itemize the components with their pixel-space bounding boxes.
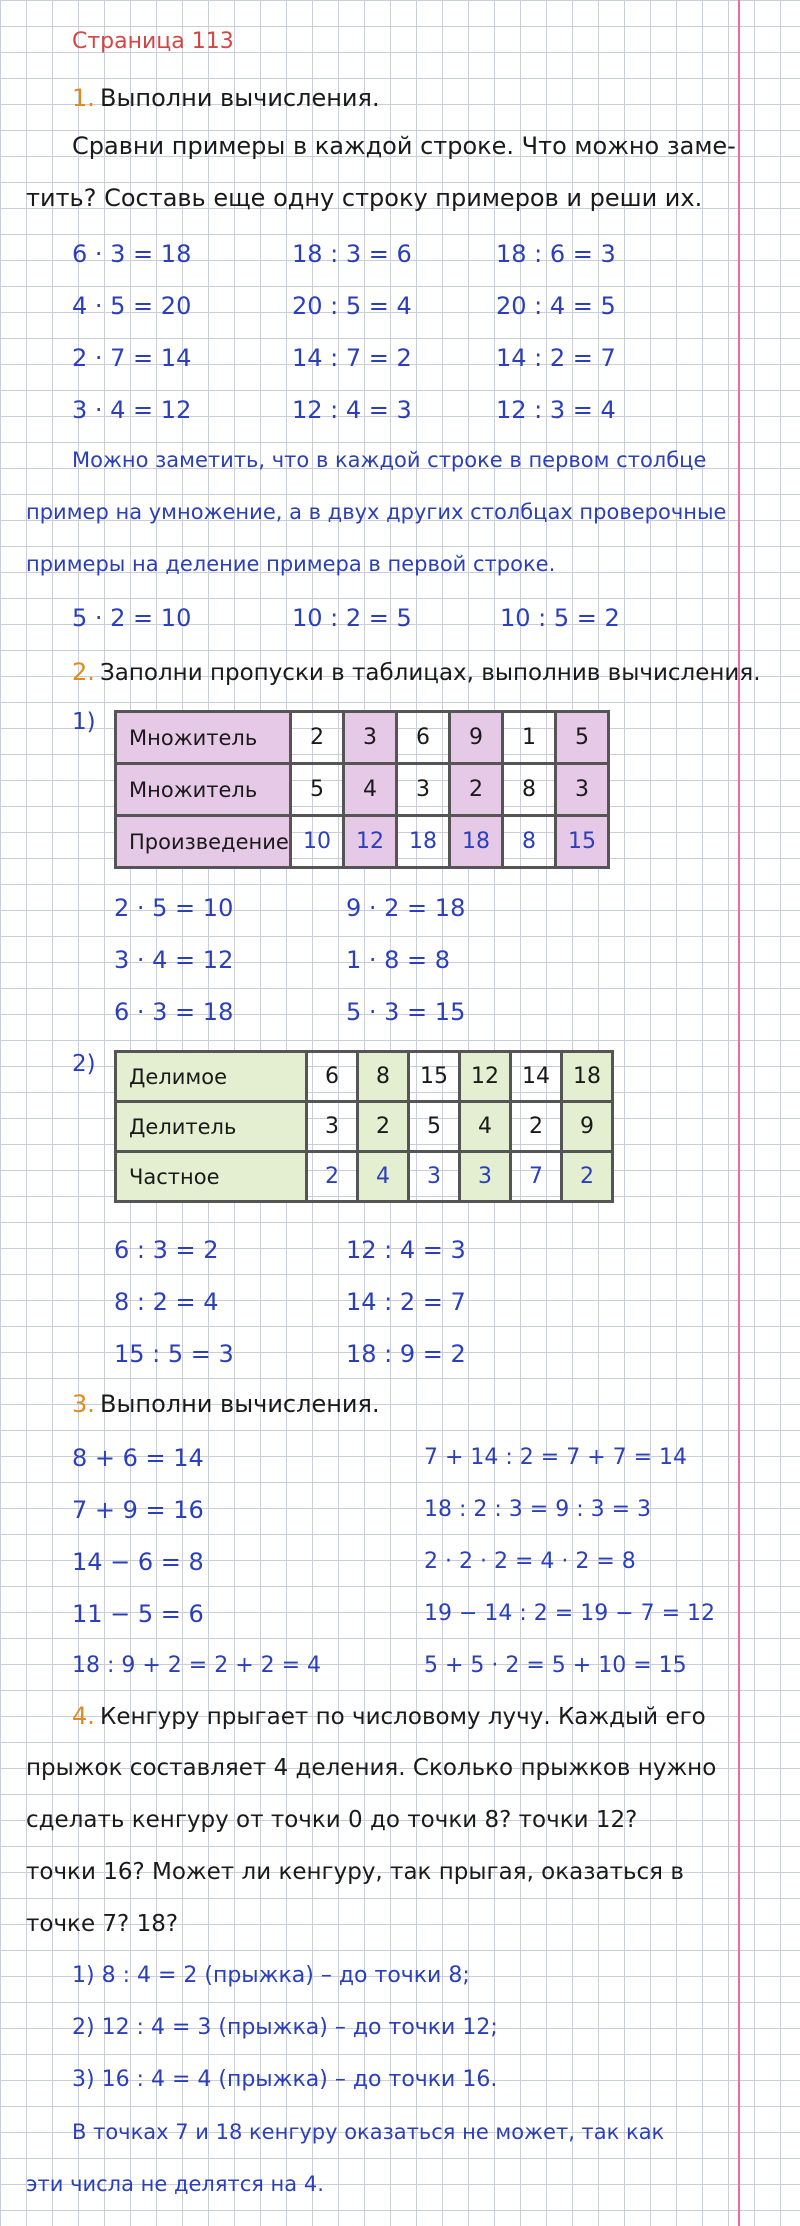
task1-row — [72, 338, 672, 378]
task4-conclusion-line2: эти числа не делятся на 4. — [26, 2172, 324, 2196]
table-cell: 15 — [409, 1052, 460, 1102]
task3-title: Выполни вычисления. — [100, 1390, 380, 1418]
row-label: Частное — [116, 1152, 307, 1202]
table-cell: 5 — [556, 712, 609, 764]
part1-label: 1) — [72, 709, 96, 735]
table-cell: 7 — [511, 1152, 562, 1202]
table-cell: 18 — [450, 816, 503, 868]
task1-extra-row — [72, 598, 672, 638]
task4-text-line5: точке 7? 18? — [26, 1911, 179, 1937]
equation: 18 : 3 = 6 — [292, 240, 412, 268]
task1-answer-line2: пример на умножение, а в двух других столбцах проверочные — [26, 500, 727, 524]
calc-row — [114, 992, 614, 1032]
equation: 1 · 8 = 8 — [346, 946, 451, 974]
table-cell: 10 — [291, 816, 344, 868]
equation: 2 · 7 = 14 — [72, 344, 192, 372]
task1-title: Выполни вычисления. — [100, 84, 380, 112]
task3-row — [72, 1490, 722, 1530]
task3-number: 3. — [72, 1390, 95, 1418]
equation: 2 · 2 · 2 = 4 · 2 = 8 — [424, 1549, 636, 1574]
table-cell: 3 — [307, 1102, 358, 1152]
equation: 15 : 5 = 3 — [114, 1340, 234, 1368]
equation: 5 · 2 = 10 — [72, 604, 192, 632]
row-label: Произведение — [116, 816, 291, 868]
equation: 14 : 2 = 7 — [496, 344, 616, 372]
task1-row — [72, 234, 672, 274]
task1-row — [72, 390, 672, 430]
task4-line1 — [72, 1698, 706, 1737]
equation: 5 · 3 = 15 — [346, 998, 466, 1026]
calc-row — [114, 1282, 614, 1322]
table-cell: 2 — [511, 1102, 562, 1152]
table-cell: 3 — [397, 764, 450, 816]
table-row — [116, 712, 609, 764]
task4-text-line2: прыжок составляет 4 деления. Сколько прыжков нужно — [26, 1755, 717, 1781]
task1-text-line2: тить? Составь еще одну строку примеров и реши их. — [26, 184, 703, 212]
row-label: Множитель — [116, 764, 291, 816]
page-title: Страница 113 — [72, 29, 234, 54]
task4-answer: 3) 16 : 4 = 4 (прыжка) – до точки 16. — [72, 2067, 498, 2092]
table-cell: 8 — [503, 816, 556, 868]
table-cell: 2 — [450, 764, 503, 816]
row-label: Множитель — [116, 712, 291, 764]
task1-heading — [72, 80, 380, 119]
task1-answer-line3: примеры на деление примера в первой строке. — [26, 552, 556, 576]
table-cell: 15 — [556, 816, 609, 868]
equation: 4 · 5 = 20 — [72, 292, 192, 320]
table-division — [114, 1050, 614, 1203]
equation: 18 : 9 + 2 = 2 + 2 = 4 — [72, 1653, 322, 1678]
equation: 2 · 5 = 10 — [114, 894, 234, 922]
table-cell: 2 — [358, 1102, 409, 1152]
table-row — [116, 1102, 613, 1152]
table-cell: 3 — [556, 764, 609, 816]
row-label: Делитель — [116, 1102, 307, 1152]
table-cell: 5 — [409, 1102, 460, 1152]
task4-conclusion-line1: В точках 7 и 18 кенгуру оказаться не может, так как — [72, 2120, 665, 2144]
table-cell: 8 — [503, 764, 556, 816]
table-cell: 6 — [307, 1052, 358, 1102]
task4-number: 4. — [72, 1702, 95, 1730]
row-label: Делимое — [116, 1052, 307, 1102]
table-cell: 2 — [291, 712, 344, 764]
equation: 8 : 2 = 4 — [114, 1288, 219, 1316]
task4-text-line4: точки 16? Может ли кенгуру, так прыгая, оказаться в — [26, 1859, 684, 1885]
task1-text-line1: Сравни примеры в каждой строке. Что можно заме- — [72, 132, 736, 160]
calc-row — [114, 1230, 614, 1270]
task2-title: Заполни пропуски в таблицах, выполнив вычисления. — [100, 660, 761, 686]
table-cell: 9 — [562, 1102, 613, 1152]
equation: 19 − 14 : 2 = 19 − 7 = 12 — [424, 1601, 716, 1626]
table-row — [116, 1152, 613, 1202]
table-cell: 6 — [397, 712, 450, 764]
task4-answer: 2) 12 : 4 = 3 (прыжка) – до точки 12; — [72, 2015, 498, 2040]
table-row — [116, 1052, 613, 1102]
table-cell: 4 — [358, 1152, 409, 1202]
table-cell: 18 — [562, 1052, 613, 1102]
table-cell: 2 — [307, 1152, 358, 1202]
table-cell: 8 — [358, 1052, 409, 1102]
table-cell: 2 — [562, 1152, 613, 1202]
task3-row — [72, 1594, 722, 1634]
equation: 11 − 5 = 6 — [72, 1600, 204, 1628]
equation: 10 : 5 = 2 — [500, 604, 620, 632]
equation: 7 + 9 = 16 — [72, 1496, 204, 1524]
equation: 20 : 4 = 5 — [496, 292, 616, 320]
notebook-margin-line — [738, 0, 740, 2226]
equation: 6 · 3 = 18 — [114, 998, 234, 1026]
task1-answer-line1: Можно заметить, что в каждой строке в первом столбце — [72, 448, 707, 472]
table-cell: 4 — [344, 764, 397, 816]
calc-row — [114, 1334, 614, 1374]
table-cell: 3 — [460, 1152, 511, 1202]
task4-text: Кенгуру прыгает по числовому лучу. Каждый его — [100, 1704, 706, 1730]
table-row — [116, 764, 609, 816]
equation: 14 − 6 = 8 — [72, 1548, 204, 1576]
table-cell: 1 — [503, 712, 556, 764]
task1-number: 1. — [72, 84, 95, 112]
table-cell: 4 — [460, 1102, 511, 1152]
equation: 8 + 6 = 14 — [72, 1444, 204, 1472]
table-cell: 14 — [511, 1052, 562, 1102]
table-multiplication — [114, 710, 610, 869]
calc-row — [114, 888, 614, 928]
equation: 10 : 2 = 5 — [292, 604, 412, 632]
part2-label: 2) — [72, 1051, 96, 1077]
task2-heading — [72, 654, 761, 693]
equation: 18 : 2 : 3 = 9 : 3 = 3 — [424, 1497, 652, 1522]
table-cell: 3 — [344, 712, 397, 764]
task3-row — [72, 1646, 722, 1686]
equation: 12 : 4 = 3 — [346, 1236, 466, 1264]
equation: 3 · 4 = 12 — [114, 946, 234, 974]
equation: 18 : 6 = 3 — [496, 240, 616, 268]
task3-heading — [72, 1386, 380, 1425]
equation: 14 : 2 = 7 — [346, 1288, 466, 1316]
equation: 12 : 3 = 4 — [496, 396, 616, 424]
equation: 7 + 14 : 2 = 7 + 7 = 14 — [424, 1445, 688, 1470]
task4-text-line3: сделать кенгуру от точки 0 до точки 8? точки 12? — [26, 1807, 638, 1833]
table-cell: 3 — [409, 1152, 460, 1202]
task4-answer: 1) 8 : 4 = 2 (прыжка) – до точки 8; — [72, 1963, 470, 1988]
equation: 9 · 2 = 18 — [346, 894, 466, 922]
task2-number: 2. — [72, 658, 95, 686]
equation: 6 · 3 = 18 — [72, 240, 192, 268]
equation: 14 : 7 = 2 — [292, 344, 412, 372]
calc-row — [114, 940, 614, 980]
equation: 6 : 3 = 2 — [114, 1236, 219, 1264]
table-cell: 18 — [397, 816, 450, 868]
equation: 18 : 9 = 2 — [346, 1340, 466, 1368]
equation: 5 + 5 · 2 = 5 + 10 = 15 — [424, 1653, 687, 1678]
task1-row — [72, 286, 672, 326]
table-row — [116, 816, 609, 868]
equation: 12 : 4 = 3 — [292, 396, 412, 424]
equation: 20 : 5 = 4 — [292, 292, 412, 320]
task3-row — [72, 1438, 722, 1478]
task3-row — [72, 1542, 722, 1582]
table-cell: 12 — [344, 816, 397, 868]
table-cell: 5 — [291, 764, 344, 816]
table-cell: 12 — [460, 1052, 511, 1102]
table-cell: 9 — [450, 712, 503, 764]
equation: 3 · 4 = 12 — [72, 396, 192, 424]
